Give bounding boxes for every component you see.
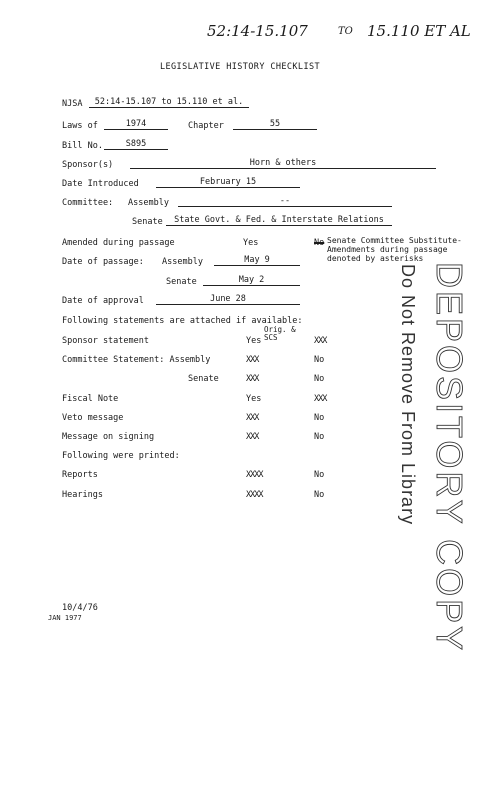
committee-statement-senate-no: No [314,374,325,384]
passage-label: Date of passage: [62,257,144,267]
statements-heading: Following statements are attached if available: [62,316,303,326]
footer-received-stamp: JAN 1977 [48,614,82,622]
amended-no-struck: No [314,238,325,248]
sponsor-label: Sponsor(s) [62,160,114,170]
amended-note [327,236,462,263]
bill-label: Bill No. [62,141,103,151]
laws-label: Laws of [62,121,98,131]
orig-header-line1: Orig. & [264,325,296,334]
committee-senate-value: State Govt. & Fed. & Interstate Relations [166,215,392,226]
committee-statement-assembly-no: No [314,355,325,365]
chapter-label: Chapter [188,121,224,131]
hearings-label: Hearings [62,490,103,500]
committee-assembly-label: Assembly [128,198,169,208]
reports-label: Reports [62,470,98,480]
amended-note-line3: denoted by asterisks [327,254,424,263]
depository-copy-stamp: DEPOSITORY COPY [429,262,470,654]
sponsor-value: Horn & others [130,158,436,169]
committee-statement-assembly-label: Committee Statement: Assembly [62,355,211,365]
message-on-signing-yes: XXX [246,432,259,442]
committee-assembly-value: -- [178,196,392,207]
passage-senate-label: Senate [166,277,197,287]
committee-senate-label: Senate [132,217,163,227]
message-on-signing-label: Message on signing [62,432,155,442]
handwritten-statute-ref: 52:14-15.107 [207,22,308,40]
laws-value: 1974 [104,119,168,130]
printed-heading: Following were printed: [62,451,180,461]
sponsor-statement-no: XXX [314,336,327,346]
fiscal-note-label: Fiscal Note [62,394,119,404]
committee-statement-assembly-yes: XXX [246,355,259,365]
hearings-no: No [314,490,325,500]
njsa-label: NJSA [62,99,83,109]
veto-message-yes: XXX [246,413,259,423]
sponsor-statement-yes: Yes [246,336,262,346]
fiscal-note-no: XXX [314,394,327,404]
do-not-remove-stamp: Do Not Remove From Library [398,264,418,526]
approval-label: Date of approval [62,296,144,306]
footer-date: 10/4/76 [62,603,98,613]
message-on-signing-no: No [314,432,325,442]
chapter-value: 55 [233,119,317,130]
document-title: LEGISLATIVE HISTORY CHECKLIST [160,62,321,72]
fiscal-note-yes: Yes [246,394,262,404]
reports-yes: XXXX [246,470,263,480]
sponsor-statement-label: Sponsor statement [62,336,149,346]
committee-statement-senate-yes: XXX [246,374,259,384]
committee-label: Committee: [62,198,114,208]
passage-senate-value: May 2 [203,275,300,286]
date-introduced-label: Date Introduced [62,179,139,189]
reports-no: No [314,470,325,480]
amended-note-line2: Amendments during passage [327,245,448,254]
orig-header-line2: SCS [264,333,278,342]
veto-message-label: Veto message [62,413,124,423]
passage-assembly-value: May 9 [214,255,300,266]
handwritten-to: TO [338,26,353,37]
veto-message-no: No [314,413,325,423]
amended-yes: Yes [243,238,259,248]
committee-statement-senate-label: Senate [188,374,219,384]
passage-assembly-label: Assembly [162,257,203,267]
orig-scs-header [264,326,296,342]
handwritten-statute-end: 15.110 ET AL [367,22,471,40]
amended-note-line1: Senate Committee Substitute- [327,236,462,245]
amended-label: Amended during passage [62,238,175,248]
hearings-yes: XXXX [246,490,263,500]
njsa-value: 52:14-15.107 to 15.110 et al. [89,97,249,108]
date-introduced-value: February 15 [156,177,300,188]
bill-value: S895 [104,139,168,150]
approval-value: June 28 [156,294,300,305]
